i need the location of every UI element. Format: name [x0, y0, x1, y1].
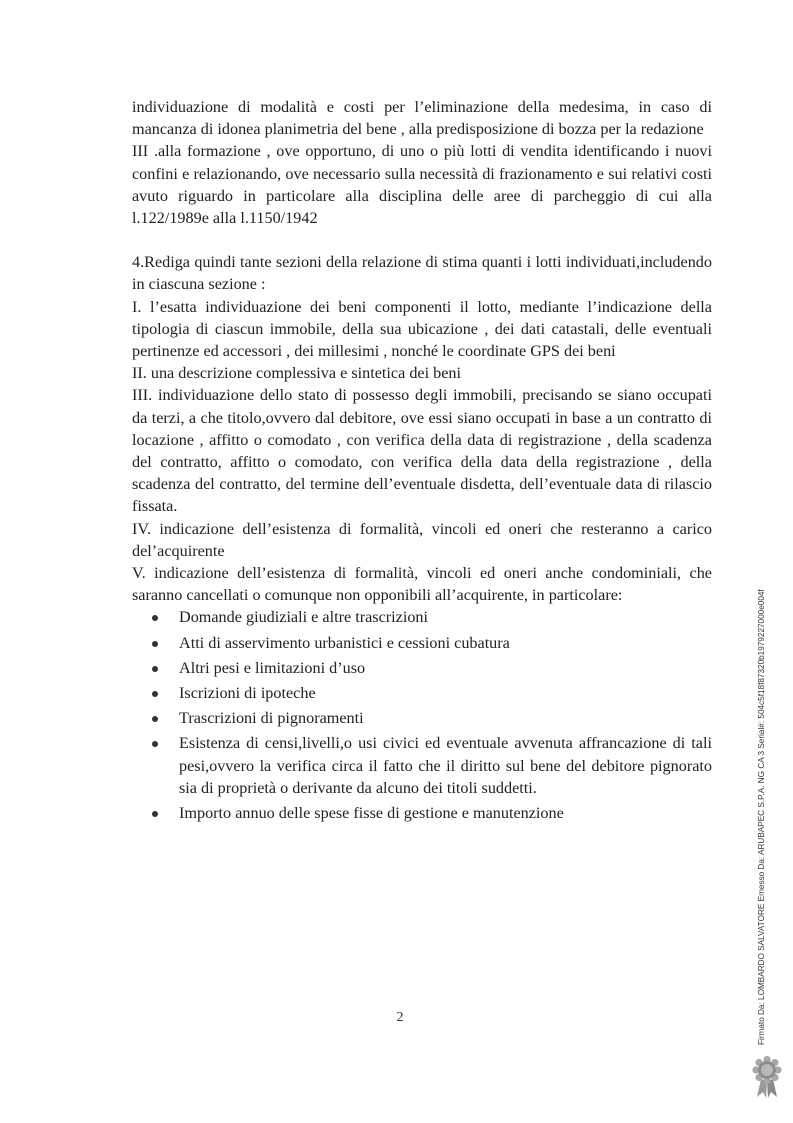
- rosette-seal-icon: [752, 1055, 782, 1099]
- paragraph: III .alla formazione , ove opportuno, di uno o più lotti di vendita identificando i nuovi confini e relazionando, ove necessario sulla necessità di frazionamento e sui relativi costi avuto riguardo in particolare alla disciplina delle aree di parcheggio di cui alla l.122/1989e alla l.1150/1942: [132, 142, 712, 228]
- list-item: [152, 606, 712, 628]
- list-item: [152, 707, 712, 729]
- list-item-text: Iscrizioni di ipoteche: [179, 684, 316, 703]
- paragraph: I. l’esatta individuazione dei beni componenti il lotto, mediante l’indicazione della tipologia di ciascun immobile, della sua ubicazione , dei dati catastali, delle eventuali pertinenze ed accessori , dei millesimi , nonché le coordinate GPS dei beni: [132, 297, 712, 361]
- list-item-text: Altri pesi e limitazioni d’uso: [179, 658, 366, 677]
- paragraph: IV. indicazione dell’esistenza di formalità, vincoli ed oneri che resteranno a carico del’acquirente: [132, 519, 712, 560]
- list-item: [152, 682, 712, 704]
- paragraph: II. una descrizione complessiva e sintetica dei beni: [132, 364, 462, 383]
- bullet-icon: [152, 691, 158, 697]
- document-body: [132, 96, 712, 827]
- paragraph: III. individuazione dello stato di possesso degli immobili, precisando se siano occupati da terzi, a che titolo,ovvero dal debitore, ove essi siano occupati in base a un contratto di locazione , affitto o comodato , con verifica della data di registrazione , della scadenza del contratto, affitto o comodato, con verifica della data della registrazione , della scadenza del contratto, del termine dell’eventuale disdetta, dell’eventuale data di rilascio fissata.: [132, 386, 712, 516]
- bullet-icon: [152, 641, 158, 647]
- digital-signature-stamp: Firmato Da: LOMBARDO SALVATORE Emesso Da: ARUBAPEC S.P.A. NG CA 3 Serial#: 504c5f18f87320b1979227000e004f: [757, 589, 766, 1045]
- list-item: [152, 732, 712, 799]
- bullet-icon: [152, 716, 158, 722]
- paragraph-gap: [132, 229, 712, 251]
- list-item: [152, 632, 712, 654]
- page-number: 2: [396, 1010, 404, 1025]
- list-item: [152, 657, 712, 679]
- paragraph: V. indicazione dell’esistenza di formalità, vincoli ed oneri anche condominiali, che saranno cancellati o comunque non opponibili all’acquirente, in particolare:: [132, 564, 712, 605]
- bullet-list: [132, 606, 712, 824]
- list-item: [152, 802, 712, 824]
- bullet-icon: [152, 615, 158, 621]
- list-item-text: Importo annuo delle spese fisse di gestione e manutenzione: [179, 804, 564, 823]
- list-item-text: Domande giudiziali e altre trascrizioni: [179, 608, 429, 627]
- bullet-icon: [152, 741, 158, 747]
- bullet-icon: [152, 811, 158, 817]
- list-item-text: Atti di asservimento urbanistici e cessioni cubatura: [179, 633, 510, 652]
- list-item-text: Esistenza di censi,livelli,o usi civici ed eventuale avvenuta affrancazione di tali pesi,ovvero la verifica circa il fatto che il diritto sul bene del debitore pignorato sia di proprietà o derivante da alcuno dei titoli suddetti.: [179, 734, 712, 797]
- paragraph: individuazione di modalità e costi per l’eliminazione della medesima, in caso di mancanza di idonea planimetria del bene , alla predisposizione di bozza per la redazione: [132, 98, 712, 139]
- list-item-text: Trascrizioni di pignoramenti: [179, 709, 364, 728]
- bullet-icon: [152, 666, 158, 672]
- paragraph: 4.Rediga quindi tante sezioni della relazione di stima quanti i lotti individuati,includendo in ciascuna sezione :: [132, 253, 712, 294]
